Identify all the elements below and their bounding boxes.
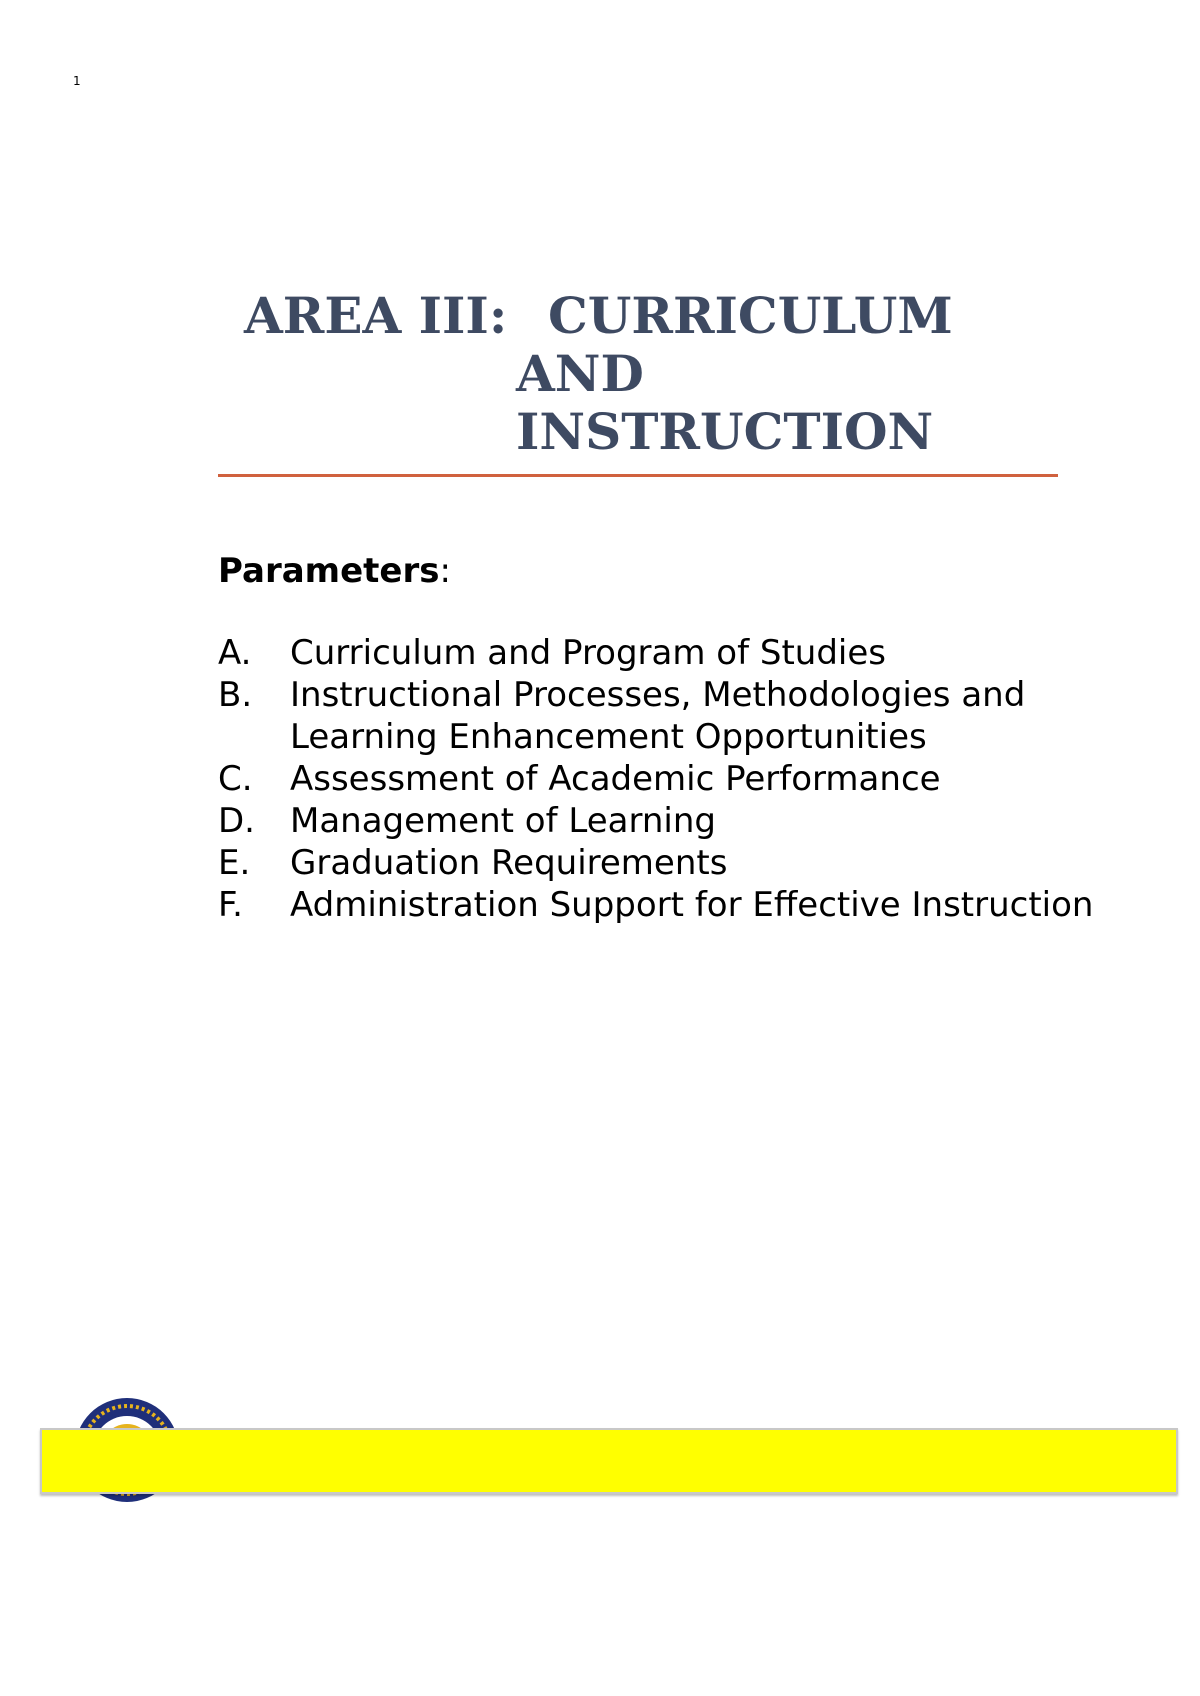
list-item [218, 758, 1098, 800]
list-item [218, 842, 1098, 884]
list-item-letter: C. [218, 759, 253, 799]
list-item [218, 884, 1098, 926]
page-title [244, 287, 1064, 461]
parameters-heading-colon: : [439, 551, 451, 591]
list-item-text: Instructional Processes, Methodologies and Learning Enhancement Opportunities [290, 675, 1026, 757]
list-item-text: Graduation Requirements [290, 843, 728, 883]
title-curriculum: CURRICULUM [548, 286, 953, 345]
list-item [218, 632, 1098, 674]
list-item-letter: B. [218, 675, 253, 715]
list-item-letter: F. [218, 885, 243, 925]
list-item-text: Administration Support for Effective Instruction [290, 885, 1094, 925]
parameters-heading-label: Parameters [218, 551, 440, 591]
list-item-text: Management of Learning [290, 801, 716, 841]
highlight-banner [40, 1428, 1178, 1494]
list-item-letter: E. [218, 843, 251, 883]
list-item-text: Curriculum and Program of Studies [290, 633, 886, 673]
list-item-text: Assessment of Academic Performance [290, 759, 941, 799]
page-number: 1 [73, 74, 81, 88]
list-item [218, 674, 1098, 758]
list-item [218, 800, 1098, 842]
title-line-1 [244, 287, 1064, 345]
title-line-3: INSTRUCTION [516, 402, 934, 461]
list-item-letter: D. [218, 801, 255, 841]
parameters-heading [218, 551, 451, 591]
title-area-label: AREA III: [244, 286, 508, 345]
title-divider [218, 474, 1058, 477]
list-item-letter: A. [218, 633, 252, 673]
parameter-list [218, 632, 1098, 926]
title-line-2: AND [516, 344, 644, 403]
